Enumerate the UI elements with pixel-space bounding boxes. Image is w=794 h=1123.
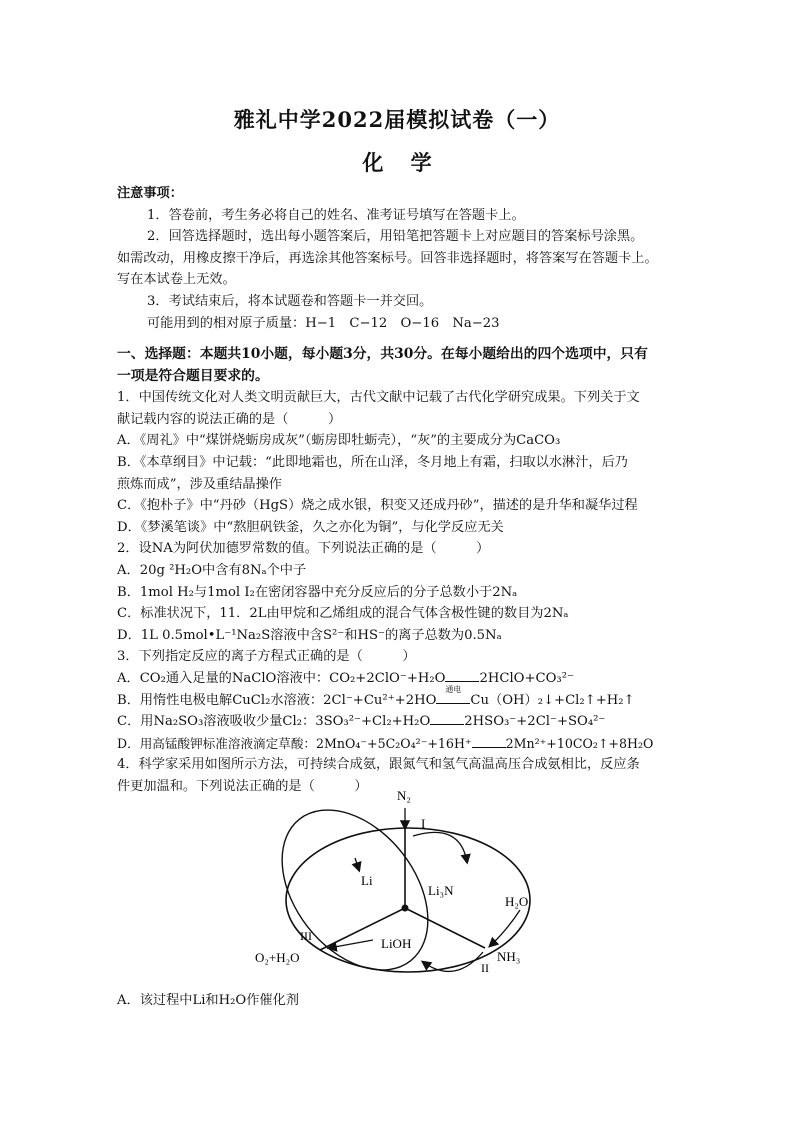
- notice-item-2-cont: 如需改动，用橡皮擦干净后，再选涂其他答案标号。回答非选择题时，将答案写在答题卡上。: [117, 250, 658, 266]
- q4-option-a: A．该过程中Li和H₂O作催化剂: [117, 993, 299, 1008]
- q3-a-right: 2HClO+CO₃²⁻: [479, 670, 574, 686]
- q4-stem: 4．科学家采用如图所示方法，可持续合成氨，跟氮气和氢气高温高压合成氨相比，反应条: [117, 757, 640, 773]
- q3-option-c: [117, 711, 677, 733]
- q3-b-left: B．用惰性电极电解CuCl₂水溶液：2Cl⁻+Cu²⁺+2HO: [117, 692, 437, 708]
- q3-option-a: [117, 668, 677, 690]
- h2o-arrow: [490, 910, 520, 946]
- q3-option-b: [117, 684, 677, 712]
- section-heading-cont: 一项是符合题目要求的。: [117, 367, 269, 384]
- center-node: [402, 905, 409, 912]
- label-li: Li: [361, 873, 373, 888]
- q2-option-b: B．1mol H₂与1mol I₂在密闭容器中充分反应后的分子总数小于2Nₐ: [117, 584, 518, 600]
- notice-item-2: 2．回答选择题时，选出每小题答案后，用铅笔把答题卡上对应题目的答案标号涂黑。: [147, 229, 644, 245]
- q3-c-left: C．用Na₂SO₃溶液吸收少量Cl₂：3SO₃²⁻+Cl₂+H₂O: [117, 714, 431, 730]
- label-step3: III: [300, 929, 312, 943]
- label-li3n: Li₃N: [428, 883, 454, 898]
- step3-arrow: [329, 940, 373, 948]
- q1-option-a: A．《周礼》中“煤饼烧蛎房成灰”（蛎房即牡蛎壳），“灰”的主要成分为CaCO₃: [117, 433, 561, 449]
- label-lioh: LiOH: [381, 936, 412, 951]
- q2-option-c: C．标准状况下，11．2L由甲烷和乙烯组成的混合气体含极性键的数目为2Nₐ: [117, 606, 569, 622]
- section-heading: 一、选择题：本题共10小题，每小题3分，共30分。在每小题给出的四个选项中，只有: [117, 346, 648, 362]
- q1-option-b: B．《本草纲目》中记载：“此即地霜也，所在山泽，冬月地上有霜，扫取以水淋汁，后乃: [117, 454, 628, 470]
- label-h2o: H₂O: [505, 894, 529, 909]
- electrolysis-label: 通电: [445, 684, 462, 694]
- label-o2h2o: O₂+H₂O: [255, 950, 300, 965]
- electrolysis-arrow: [436, 684, 470, 712]
- label-n2: N₂: [397, 788, 411, 803]
- spoke-right: [405, 908, 485, 948]
- equals-sign: [472, 741, 506, 748]
- q1-option-c: C．《抱朴子》中“丹砂（HgS）烧之成水银，积变又还成丹砂”，描述的是升华和凝华过程: [117, 498, 638, 514]
- subject-char-2: 学: [410, 150, 432, 175]
- q4-stem-cont: 件更加温和。下列说法正确的是（ ）: [117, 778, 368, 794]
- q2-stem: 2．设NA为阿伏加德罗常数的值。下列说法正确的是（ ）: [117, 541, 490, 557]
- q4-options: [117, 990, 677, 1012]
- ammonia-cycle-diagram: [245, 780, 575, 980]
- label-step1: I: [421, 816, 426, 831]
- q3-c-right: 2HSO₃⁻+2Cl⁻+SO₄²⁻: [464, 714, 606, 730]
- equals-sign: [430, 718, 464, 725]
- label-nh3: NH₃: [497, 949, 521, 964]
- notice-item-3: 3．考试结束后，将本试题卷和答题卡一并交回。: [147, 293, 433, 309]
- li-arrow: [355, 858, 359, 870]
- subject-char-1: 化: [362, 150, 384, 175]
- q2-option-d: D．1L 0.5mol•L⁻¹Na₂S溶液中含S²⁻和HS⁻的离子总数为0.5Nₐ: [117, 627, 502, 643]
- q3-option-d: [117, 733, 677, 755]
- step1-arrow: [413, 832, 467, 862]
- notice-heading: 注意事项：: [117, 186, 183, 201]
- q3-stem: 3．下列指定反应的离子方程式正确的是（ ）: [117, 649, 416, 665]
- q3-a-left: A．CO₂通入足量的NaClO溶液中：CO₂+2ClO⁻+H₂O: [117, 670, 446, 686]
- questions-block: [117, 344, 677, 797]
- q1-option-b-cont: 煎炼而成”，涉及重结晶操作: [117, 476, 282, 492]
- q3-d-left: D．用高锰酸钾标准溶液滴定草酸：2MnO₄⁻+5C₂O₄²⁻+16H⁺: [117, 735, 472, 751]
- q3-b-right: Cu（OH）₂↓+Cl₂↑+H₂↑: [470, 692, 635, 708]
- notice-block: [117, 183, 677, 334]
- atomic-mass-note: 可能用到的相对原子质量：H−1 C−12 O−16 Na−23: [147, 315, 500, 331]
- q1-stem-cont: 献记载内容的说法正确的是（ ）: [117, 411, 342, 427]
- q1-option-d: D．《梦溪笔谈》中“熬胆矾铁釜，久之亦化为铜”，与化学反应无关: [117, 519, 504, 535]
- q2-option-a: A．20g ²H₂O中含有8Nₐ个中子: [117, 562, 307, 578]
- step2-arrow: [423, 952, 483, 971]
- q3-d-right: 2Mn²⁺+10CO₂↑+8H₂O: [505, 735, 654, 751]
- equals-sign: [436, 697, 470, 704]
- subject-title: [0, 147, 794, 177]
- exam-title: 雅礼中学2022届模拟试卷（一）: [233, 107, 561, 132]
- notice-item-2-cont2: 写在本试卷上无效。: [117, 272, 236, 288]
- notice-item-1: 1．答卷前，考生务必将自己的姓名、准考证号填写在答题卡上。: [147, 207, 525, 223]
- q1-stem: 1．中国传统文化对人类文明贡献巨大，古代文献中记载了古代化学研究成果。下列关于文: [117, 390, 640, 406]
- label-step2: II: [481, 961, 489, 975]
